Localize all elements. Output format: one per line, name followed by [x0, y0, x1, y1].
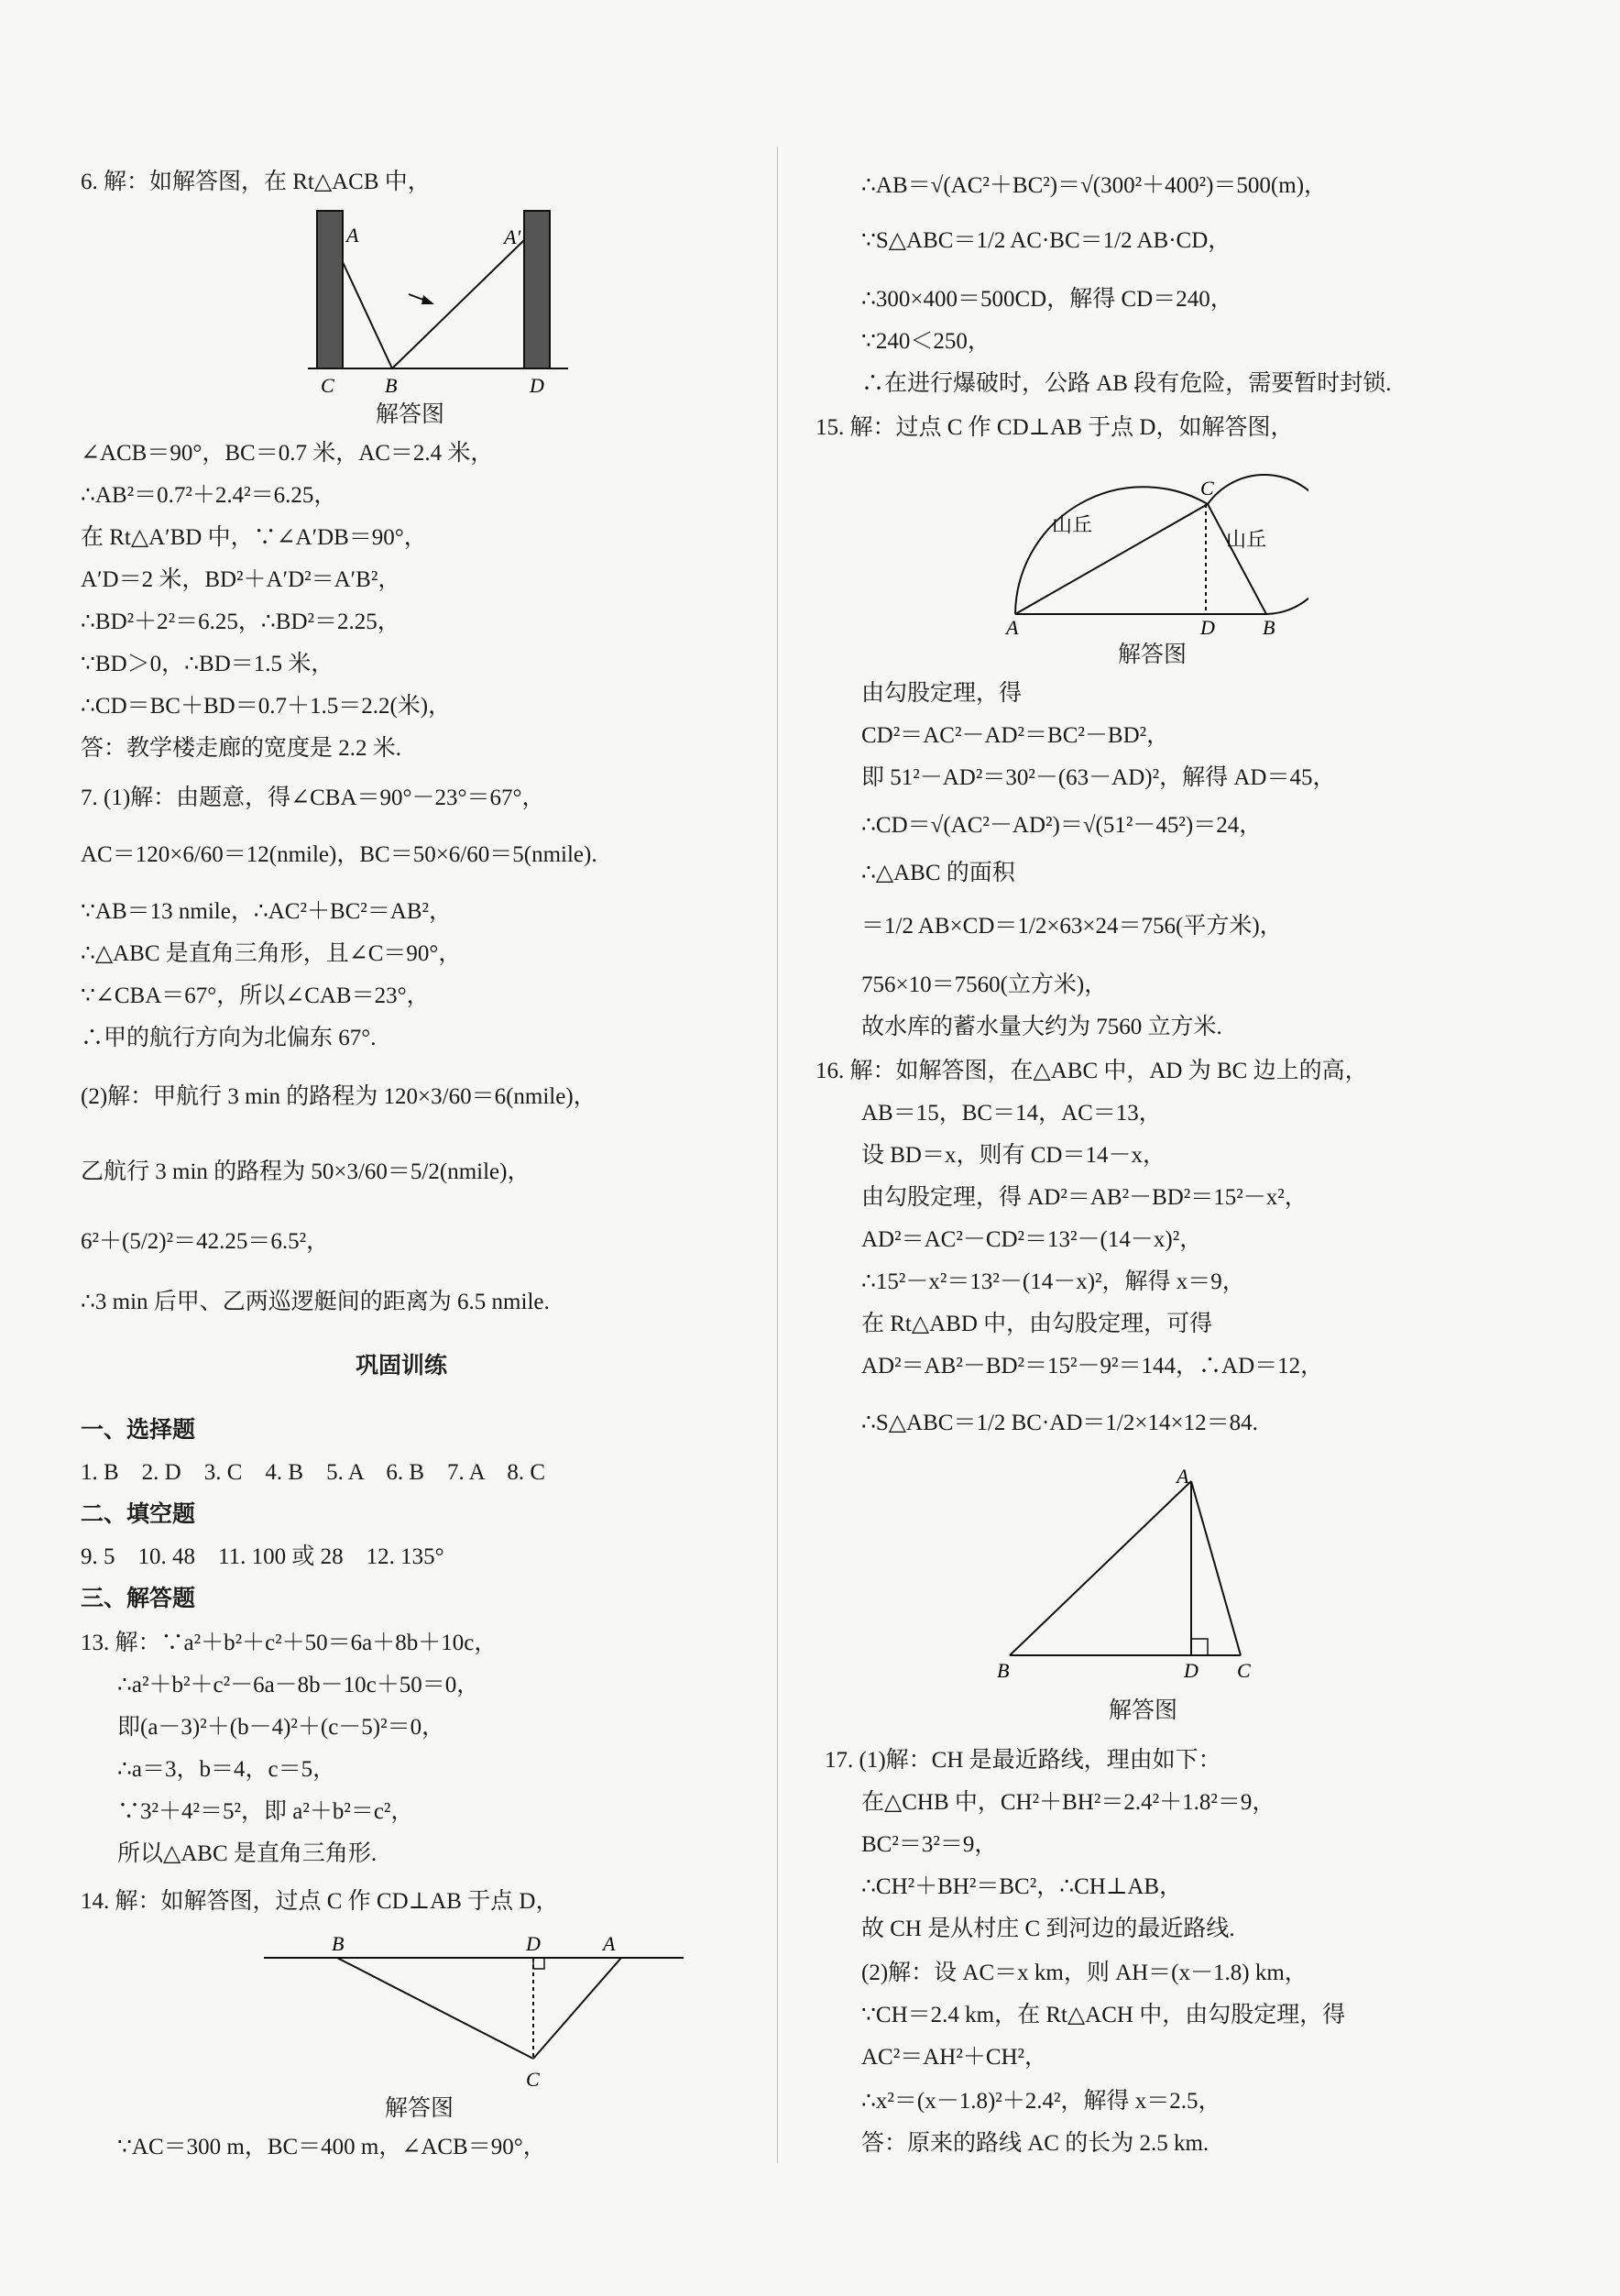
text-line: AD²＝AC²－CD²＝13²－(14－x)²， [861, 1227, 1203, 1252]
text-line: 在 Rt△A′BD 中，∵∠A′DB＝90°， [81, 525, 427, 550]
label-D: D [1184, 1659, 1199, 1682]
figure-caption: 解答图 [1109, 1698, 1178, 1723]
text-line: 13. 解：∵a²＋b²＋c²＋50＝6a＋8b＋10c， [81, 1631, 498, 1655]
figure-caption: 解答图 [385, 2096, 454, 2121]
text-line: AC＝120×6/60＝12(nmile)，BC＝50×6/60＝5(nmile). [81, 842, 597, 867]
text-line: ∴CD＝BC＋BD＝0.7＋1.5＝2.2(米)， [81, 694, 452, 719]
text-line: 答：原来的路线 AC 的长为 2.5 km. [861, 2131, 1210, 2156]
figure-14 [246, 1925, 704, 2099]
label-B: B [1263, 616, 1275, 638]
text-line: 在△CHB 中，CH²＋BH²＝2.4²＋1.8²＝9， [861, 1790, 1275, 1815]
label-C: C [526, 2068, 540, 2091]
text-line: A′D＝2 米，BD²＋A′D²＝A′B²， [81, 567, 401, 592]
text-line: CD²＝AC²－AD²＝BC²－BD²， [861, 723, 1170, 748]
hill-label: 山丘 [1052, 514, 1093, 537]
text-line: 由勾股定理，得 AD²＝AB²－BD²＝15²－x²， [861, 1185, 1308, 1210]
text-line: 16. 解：如解答图，在△ABC 中，AD 为 BC 边上的高， [815, 1059, 1368, 1083]
text-line: 由勾股定理，得 [861, 681, 1023, 706]
label-A: A [1177, 1465, 1189, 1488]
text-line: ∵BD＞0，∴BD＝1.5 米， [81, 652, 334, 676]
text-line: ∵CH＝2.4 km，在 Rt△ACH 中，由勾股定理，得 [861, 2003, 1346, 2027]
label-D: D [1200, 616, 1215, 638]
label-A: A [1006, 616, 1019, 638]
text-line: ∴300×400＝500CD，解得 CD＝240， [861, 287, 1233, 312]
text-line: 即(a－3)²＋(b－4)²＋(c－5)²＝0， [117, 1715, 445, 1740]
section-title: 巩固训练 [356, 1354, 448, 1379]
text-line: ∴CD＝√(AC²－AD²)＝√(51²－45²)＝24， [861, 813, 1263, 838]
text-line: ∴△ABC 的面积 [861, 861, 1015, 885]
text-line: 所以△ABC 是直角三角形. [117, 1841, 378, 1866]
text-line: ∴a²＋b²＋c²－6a－8b－10c＋50＝0， [117, 1673, 480, 1697]
text-line: ∴BD²＋2²＝6.25，∴BD²＝2.25， [81, 610, 400, 634]
text-line: ∵S△ABC＝1/2 AC·BC＝1/2 AB·CD， [861, 228, 1231, 253]
text-line: 6²＋(5/2)²＝42.25＝6.5²， [81, 1229, 330, 1254]
text-line: ∵240＜250， [861, 329, 991, 354]
text-line: 14. 解：如解答图，过点 C 作 CD⊥AB 于点 D， [81, 1889, 559, 1914]
text-line: ∵∠CBA＝67°，所以∠CAB＝23°， [81, 983, 430, 1008]
text-line: ＝1/2 AB×CD＝1/2×63×24＝756(平方米)， [861, 914, 1283, 939]
hill-label: 山丘 [1226, 529, 1267, 552]
text-line: 7. (1)解：由题意，得∠CBA＝90°－23°＝67°， [81, 785, 545, 810]
text-line: 乙航行 3 min 的路程为 50×3/60＝5/2(nmile)， [81, 1159, 531, 1184]
text-line: 17. (1)解：CH 是最近路线，理由如下： [825, 1748, 1221, 1773]
text-line: ∴AB²＝0.7²＋2.4²＝6.25， [81, 483, 337, 508]
text-line: ∵AC＝300 m，BC＝400 m，∠ACB＝90°， [117, 2135, 546, 2159]
figure-15 [997, 455, 1308, 638]
answer-line: 9. 5 10. 48 11. 100 或 28 12. 135° [81, 1544, 444, 1569]
label-C: C [321, 374, 334, 397]
text-line: 6. 解：如解答图，在 Rt△ACB 中， [81, 170, 431, 194]
text-line: ∴甲的航行方向为北偏东 67°. [81, 1026, 377, 1050]
figure-caption: 解答图 [1118, 643, 1188, 667]
text-line: 15. 解：过点 C 作 CD⊥AB 于点 D，如解答图， [815, 415, 1294, 440]
text-line: 756×10＝7560(立方米)， [861, 972, 1108, 997]
label-C: C [1237, 1659, 1251, 1682]
label-D: D [530, 374, 544, 397]
text-line: ∴3 min 后甲、乙两巡逻艇间的距离为 6.5 nmile. [81, 1290, 550, 1314]
label-B: B [332, 1932, 345, 1955]
figure-6 [301, 207, 612, 400]
text-line: 故水库的蓄水量大约为 7560 立方米. [861, 1015, 1222, 1039]
label-A: A [346, 224, 359, 247]
text-line: 设 BD＝x，则有 CD＝14－x， [861, 1143, 1166, 1168]
section-heading: 三、解答题 [81, 1587, 196, 1611]
text-line: ∴AB＝√(AC²＋BC²)＝√(300²＋400²)＝500(m)， [861, 173, 1328, 198]
answer-line: 1. B 2. D 3. C 4. B 5. A 6. B 7. A 8. C [81, 1460, 546, 1485]
label-A-prime: A′ [504, 225, 521, 248]
label-B: B [997, 1659, 1010, 1682]
section-heading: 二、填空题 [81, 1502, 196, 1527]
column-divider [777, 147, 778, 2163]
text-line: ∴在进行爆破时，公路 AB 段有危险，需要暂时封锁. [861, 371, 1392, 396]
text-line: ∴a＝3，b＝4，c＝5， [117, 1757, 336, 1782]
text-line: (2)解：设 AC＝x km，则 AH＝(x－1.8) km， [861, 1961, 1308, 1985]
text-line: ∴△ABC 是直角三角形，且∠C＝90°， [81, 941, 462, 966]
text-line: 即 51²－AD²＝30²－(63－AD)²，解得 AD＝45， [861, 765, 1336, 790]
text-line: ∴x²＝(x－1.8)²＋2.4²，解得 x＝2.5， [861, 2089, 1221, 2114]
text-line: 答：教学楼走廊的宽度是 2.2 米. [81, 736, 402, 761]
label-A: A [603, 1932, 616, 1955]
text-line: ∴CH²＋BH²＝BC²，∴CH⊥AB， [861, 1874, 1183, 1899]
label-C: C [1200, 477, 1214, 500]
figure-16 [988, 1463, 1263, 1683]
text-line: ∴S△ABC＝1/2 BC·AD＝1/2×14×12＝84. [861, 1411, 1258, 1435]
text-line: 在 Rt△ABD 中，由勾股定理，可得 [861, 1312, 1213, 1336]
text-line: AC²＝AH²＋CH²， [861, 2045, 1048, 2070]
text-line: AD²＝AB²－BD²＝15²－9²＝144，∴AD＝12， [861, 1354, 1324, 1379]
text-line: (2)解：甲航行 3 min 的路程为 120×3/60＝6(nmile)， [81, 1084, 597, 1109]
text-line: ∵3²＋4²＝5²，即 a²＋b²＝c²， [117, 1799, 414, 1824]
label-D: D [526, 1932, 541, 1955]
text-line: BC²＝3²＝9， [861, 1832, 998, 1857]
label-B: B [385, 374, 398, 397]
section-heading: 一、选择题 [81, 1418, 196, 1443]
text-line: ∵AB＝13 nmile，∴AC²＋BC²＝AB²， [81, 899, 453, 924]
text-line: ∠ACB＝90°，BC＝0.7 米，AC＝2.4 米， [81, 441, 494, 466]
text-line: ∴15²－x²＝13²－(14－x)²，解得 x＝9， [861, 1269, 1245, 1294]
text-line: 故 CH 是从村庄 C 到河边的最近路线. [861, 1917, 1235, 1941]
text-line: AB＝15，BC＝14，AC＝13， [861, 1101, 1162, 1126]
figure-caption: 解答图 [376, 402, 445, 427]
